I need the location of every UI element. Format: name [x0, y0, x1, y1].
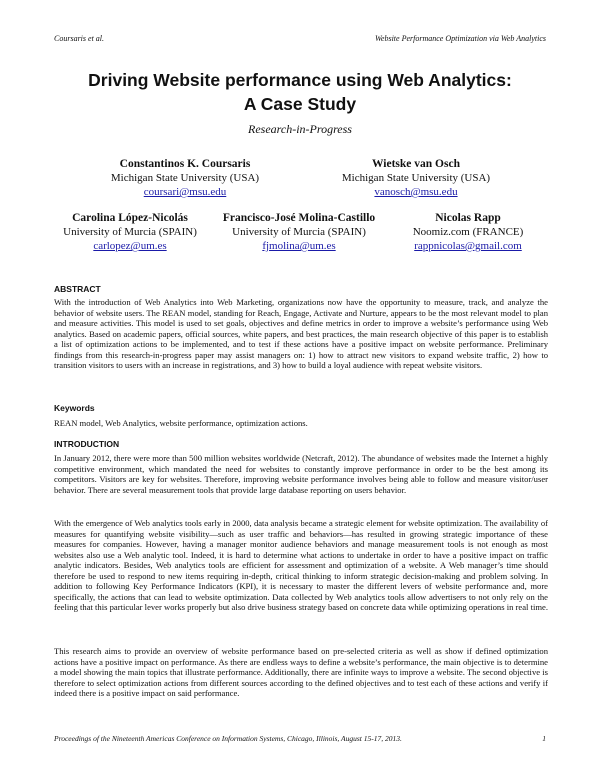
abstract-text: With the introduction of Web Analytics into Web Marketing, organizations now have the opportunity to measure, track, and analyze the behavior of website users. The REAN model, standing for Reach, Engage, Activate and Nurture, appears to be the most relevant model to plan and measure activities. This model is used to set goals, objectives and define metrics in order to improve a website’s performance using Web analytics. Based on academic papers, official sources, white papers, and best practices, the main research objective of this paper is to establish a list of optimization actions to be implemented, and to test if these actions have a positive impact on website performance. Preliminary findings from this research-in-progress paper may assist managers on: 1) how to attract new visitors to expand website traffic, 2) how to transition visitors to users with an increase in registrations, and 3) how to build a loyal audience with repeat website visitors.	[54, 297, 548, 370]
keywords-heading: Keywords	[54, 403, 95, 413]
page-footer	[54, 734, 546, 743]
author-affiliation: University of Murcia (SPAIN)	[232, 226, 366, 238]
author-affiliation: Michigan State University (USA)	[341, 172, 491, 184]
intro-paragraph: In January 2012, there were more than 500 million websites worldwide (Netcraft, 2012). The abundance of websites made the Internet a highly competitive environment, which mandated the need for websites to constantly improve performance in order to be the best among its competitors. Visitors are key for websites. Therefore, improving website performance involves being able to follow and measure visitor/user behavior. There are several measurement tools that provide large database reporting on users behavior.	[54, 453, 548, 495]
author-affiliation: University of Murcia (SPAIN)	[63, 226, 197, 238]
running-header	[54, 34, 546, 43]
author-name: Constantinos K. Coursaris	[119, 158, 251, 170]
title-line-2: A Case Study	[243, 94, 357, 114]
paper-title	[0, 68, 600, 116]
header-authors: Coursaris et al.	[54, 34, 105, 43]
author-affiliation: Michigan State University (USA)	[110, 172, 260, 184]
intro-paragraph: With the emergence of Web analytics tools early in 2000, data analysis became a strategic element for website optimization. The availability of measures for quantifying website visibility—such as user traffic and behaviors—has resulted in growing strategic importance of these measures for companies. However, having a manager monitor audience behaviors and manage measurement tools is not enough as most websites also use a Web analytic tool. Indeed, it is hard to determine what actions to undertake in order to have a positive impact on traffic analytic indicators. Besides, Web analytics tools are efficient for assessment and optimization of a website. A Web manager’s time should therefore be used to respond to new items requiring in-depth, critical thinking to inform strategic decision-making and problem solving. In addition to following Key Performance Indicators (KPI), it is necessary to master the different levers of website performance and, more specifically, the actions that can lead to website optimization. Data collected by Web analytics tools allow advertisers to not only rely on the feeling that this particular lever works properly but also drive business strategy based on concrete data while optimizing operations in real time.	[54, 518, 548, 612]
abstract-heading: ABSTRACT	[54, 284, 101, 294]
author-name: Francisco-José Molina-Castillo	[222, 212, 376, 224]
author-email-link[interactable]: fjmolina@um.es	[262, 240, 336, 252]
author-block	[95, 157, 275, 199]
keywords-text: REAN model, Web Analytics, website performance, optimization actions.	[54, 418, 308, 428]
intro-paragraph: This research aims to provide an overview of website performance based on pre-selected criteria as well as show if defined optimization actions have a positive impact on performance. As there are endless ways to define a website’s performance, the main objective is to determine a model showing the main topics that illustrate performance. Additionally, there are infinite ways to improve a website. The second objective is therefore to select optimization actions from different sources according to the defined objectives and to test each of these actions and verify if indeed there is a positive impact on said performance.	[54, 646, 548, 698]
author-email-link[interactable]: carlopez@um.es	[93, 240, 167, 252]
title-line-1: Driving Website performance using Web Analytics:	[88, 70, 512, 90]
author-name: Carolina López-Nicolás	[72, 212, 188, 224]
author-block	[378, 211, 558, 253]
author-email-link[interactable]: coursari@msu.edu	[143, 186, 227, 198]
page-number: 1	[542, 734, 546, 743]
author-name: Wietske van Osch	[372, 158, 460, 170]
author-block	[209, 211, 389, 253]
author-email-link[interactable]: vanosch@msu.edu	[374, 186, 458, 198]
author-block	[326, 157, 506, 199]
footer-proceedings: Proceedings of the Nineteenth Americas Conference on Information Systems, Chicago, Illinois, August 15-17, 2013.	[54, 734, 402, 743]
introduction-heading: INTRODUCTION	[54, 439, 120, 449]
author-affiliation: Noomiz.com (FRANCE)	[412, 226, 524, 238]
author-email-link[interactable]: rappnicolas@gmail.com	[414, 240, 522, 252]
paper-subtitle: Research-in-Progress	[248, 122, 352, 136]
header-short-title: Website Performance Optimization via Web Analytics	[374, 34, 546, 43]
author-name: Nicolas Rapp	[435, 212, 501, 224]
author-block	[40, 211, 220, 253]
